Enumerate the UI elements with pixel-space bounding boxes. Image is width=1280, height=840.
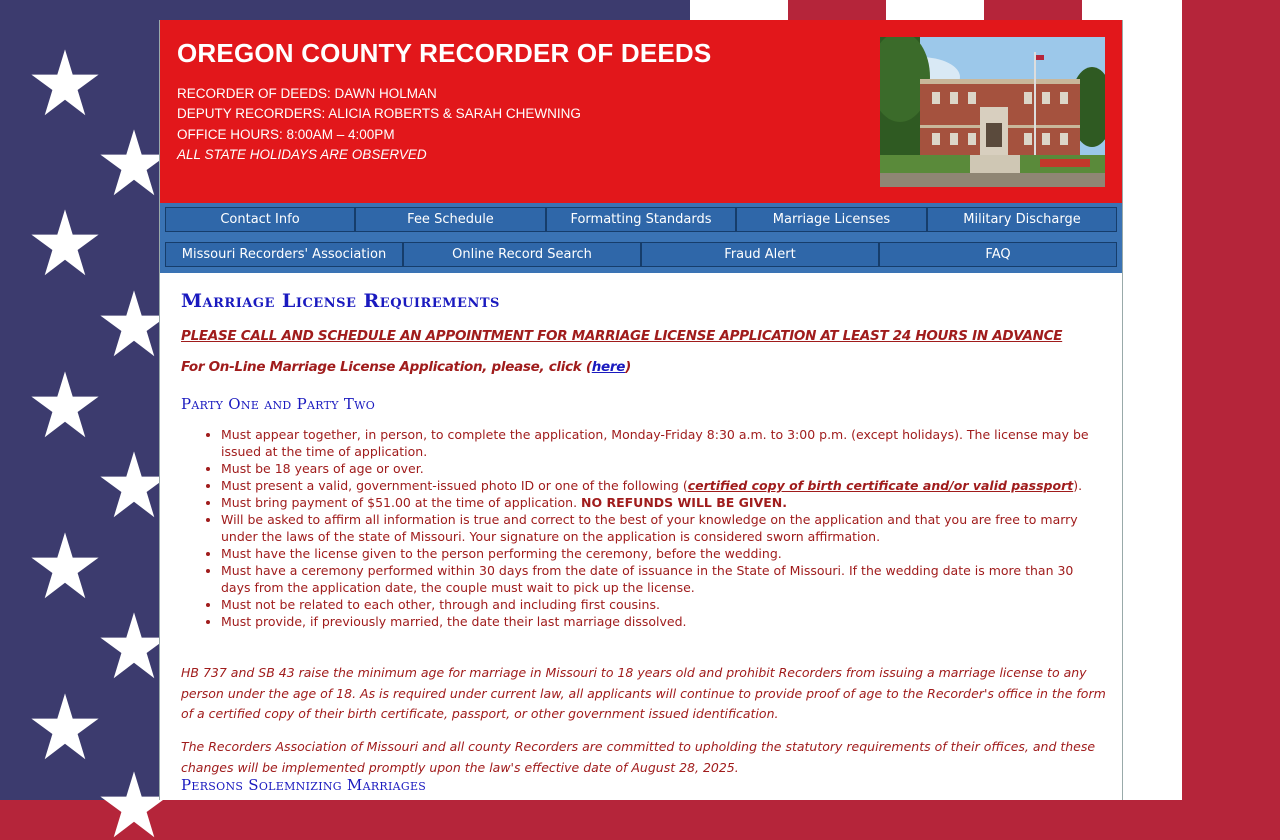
star-icon: [30, 692, 100, 762]
star-icon: [30, 48, 100, 118]
list-item: • Must be 18 years of age or over.: [221, 460, 1106, 477]
list-item: [221, 494, 1106, 511]
appointment-notice: PLEASE CALL AND SCHEDULE AN APPOINTMENT FOR MARRIAGE LICENSE APPLICATION AT LEAST 24 HOURS IN ADVANCE: [181, 328, 1063, 344]
nav-faq[interactable]: FAQ: [879, 242, 1117, 267]
site-title: OREGON COUNTY RECORDER OF DEEDS: [177, 38, 712, 68]
main-nav: [160, 203, 1122, 273]
nav-fee-schedule[interactable]: Fee Schedule: [355, 207, 546, 232]
association-paragraph: The Recorders Association of Missouri and all county Recorders are committed to upholding the statutory requirements of their offices, and these changes will be implemented promptly upon the law's effective date of August 28, 2025.: [181, 739, 1096, 775]
star-icon: [30, 531, 100, 601]
online-application-link[interactable]: here: [591, 359, 626, 375]
nav-contact-info[interactable]: Contact Info: [165, 207, 355, 232]
flag-stripe-red: [1182, 0, 1280, 800]
nav-military-discharge[interactable]: Military Discharge: [927, 207, 1117, 232]
payment-text: Must bring payment of $51.00 at the time of application.: [221, 495, 578, 510]
site-header: [160, 20, 1122, 203]
recorder-name: RECORDER OF DEEDS: DAWN HOLMAN: [177, 86, 437, 101]
flag-stripe-white: [1121, 0, 1182, 800]
nav-fraud-alert[interactable]: Fraud Alert: [641, 242, 879, 267]
list-item: • Must have a ceremony performed within 30 days from the date of issuance in the State of Missouri. If the wedding date is more than 30 days from the application date, the couple must wait to pick up the license.: [221, 562, 1106, 596]
courthouse-photo: [880, 37, 1105, 187]
online-application-text: For On-Line Marriage License Application, please, click (: [181, 359, 592, 375]
id-requirement-emphasis: certified copy of birth certificate and/or valid passport: [687, 478, 1074, 493]
list-item: • Must not be related to each other, through and including first cousins.: [221, 596, 1106, 613]
nav-missouri-recorders-association[interactable]: Missouri Recorders' Association: [165, 242, 403, 267]
nav-online-record-search[interactable]: Online Record Search: [403, 242, 641, 267]
deputy-recorders: DEPUTY RECORDERS: ALICIA ROBERTS & SARAH CHEWNING: [177, 106, 581, 121]
requirements-list: [181, 426, 1106, 630]
star-icon: [30, 208, 100, 278]
holidays-notice: ALL STATE HOLIDAYS ARE OBSERVED: [177, 147, 427, 162]
id-requirement-text: Must present a valid, government-issued photo ID or one of the following (: [221, 478, 688, 493]
list-item: • Must provide, if previously married, the date their last marriage dissolved.: [221, 613, 1106, 630]
nav-formatting-standards[interactable]: Formatting Standards: [546, 207, 736, 232]
party-heading: Party One and Party Two: [181, 395, 376, 413]
list-item: • Will be asked to affirm all information is true and correct to the best of your knowledge on the application and that you are free to marry under the laws of the state of Missouri. Your signature on the application is considered sworn affirmation.: [221, 511, 1106, 545]
no-refunds-notice: NO REFUNDS WILL BE GIVEN.: [581, 495, 787, 510]
solemnizing-heading: Persons Solemnizing Marriages: [181, 776, 427, 794]
online-application-line: [181, 359, 631, 375]
list-item: • Must have the license given to the person performing the ceremony, before the wedding.: [221, 545, 1106, 562]
office-hours: OFFICE HOURS: 8:00AM – 4:00PM: [177, 127, 395, 142]
star-icon: [30, 370, 100, 440]
minimum-age-paragraph: HB 737 and SB 43 raise the minimum age for marriage in Missouri to 18 years old and prohibit Recorders from issuing a marriage license to any person under the age of 18. As is required under current law, all applicants will continue to provide proof of age to the Recorder's office in the form of a certified copy of their birth certificate, passport, or other government issued identification.: [181, 665, 1106, 721]
page-heading: Marriage License Requirements: [181, 290, 500, 312]
list-item: [221, 477, 1106, 494]
online-application-close: ): [625, 359, 631, 375]
list-item: • Must appear together, in person, to complete the application, Monday-Friday 8:30 a.m. to 3:00 p.m. (except holidays). The license may be issued at the time of application.: [221, 426, 1106, 460]
id-requirement-close: ).: [1073, 478, 1083, 493]
nav-marriage-licenses[interactable]: Marriage Licenses: [736, 207, 927, 232]
page-container: [159, 20, 1123, 800]
